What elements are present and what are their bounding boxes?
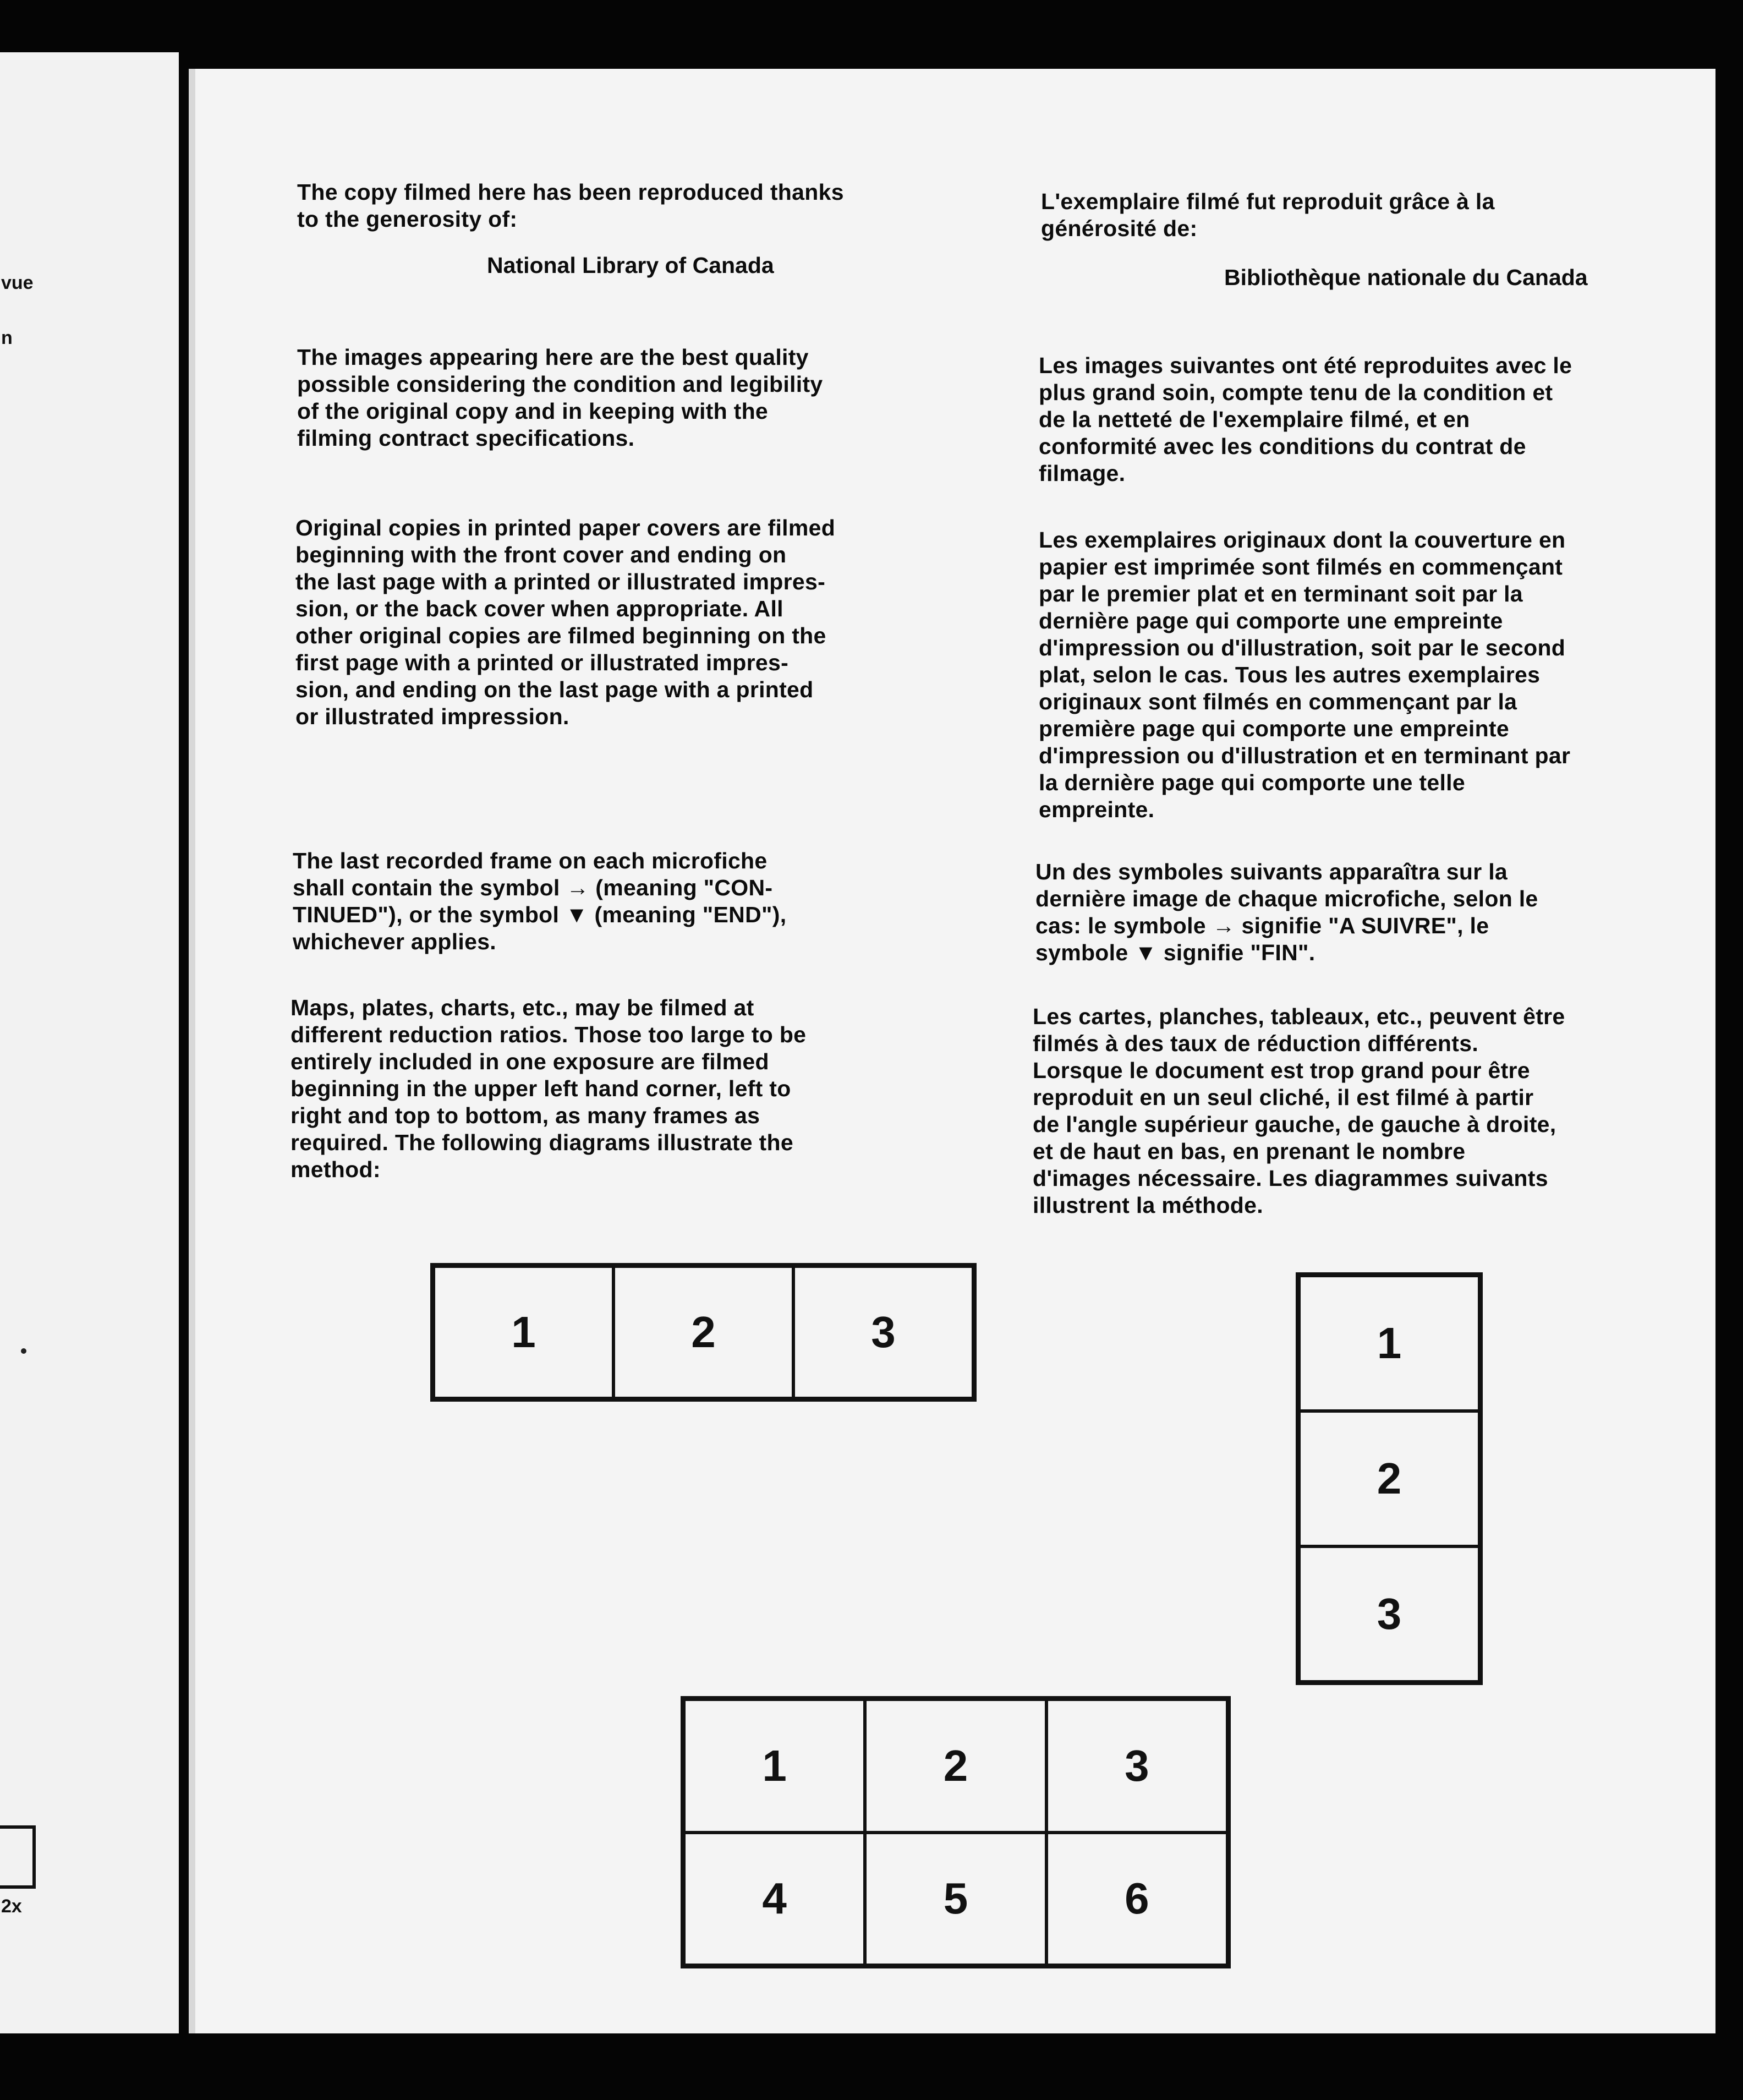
prev-page-mark [21, 1348, 26, 1354]
english-image-quality: The images appearing here are the best quality possible considering the condition and legibility of the original copy and in keeping with the filming contract specifications. [297, 344, 823, 451]
diagram-frame: 3 [1299, 1546, 1479, 1682]
diagram-frame: 6 [1046, 1833, 1227, 1966]
horizontal-frame-diagram [430, 1263, 977, 1402]
previous-page-fragment [0, 52, 179, 2033]
diagram-frame: 4 [684, 1833, 865, 1966]
french-original-copies: Les exemplaires originaux dont la couverture en papier est imprimée sont filmés en commençant par le premier plat et en terminant soit par la dernière page qui comporte une empreinte d'impression ou d'illustration, soit par le second plat, selon le cas. Tous les autres exemplaires originaux sont filmés en commençant par la première page qui comporte une empreinte d'impression ou d'illustration et en terminant par la dernière page qui comporte une telle empreinte. [1039, 527, 1571, 822]
prev-page-text-fragment: n [1, 327, 13, 348]
english-intro: The copy filmed here has been reproduced thanks to the generosity of: [297, 179, 844, 232]
diagram-frame: 2 [865, 1699, 1046, 1833]
french-maps-plates: Les cartes, planches, tableaux, etc., peuvent être filmés à des taux de réduction différents. Lorsque le document est trop grand pour être reproduit en un seul cliché, il est filmé à partir de l'angle supérieur gauche, de gauche à droite, et de haut en bas, en prenant le nombre d'images nécessaire. Les diagrammes suivants illustrent la méthode. [1033, 1004, 1565, 1218]
diagram-frame: 2 [1299, 1411, 1479, 1546]
diagram-frame: 2 [613, 1266, 793, 1398]
diagram-frame: 3 [793, 1266, 973, 1398]
diagram-frame: 1 [434, 1266, 613, 1398]
prev-page-box [0, 1825, 36, 1889]
english-maps-plates: Maps, plates, charts, etc., may be filmed at different reduction ratios. Those too large to be entirely included in one exposure are filmed beginning in the upper left hand corner, left to right and top to bottom, as many frames as required. The following diagrams illustrate the method: [290, 995, 807, 1182]
prev-page-text-fragment: 2x [1, 1896, 22, 1917]
grid-frame-diagram [681, 1696, 1231, 1968]
french-intro: L'exemplaire filmé fut reproduit grâce à la générosité de: [1041, 189, 1495, 241]
page-fold-edge [189, 69, 195, 2033]
prev-page-text-fragment: vue [1, 272, 34, 293]
english-library-name: National Library of Canada [487, 253, 774, 278]
diagram-frame: 1 [684, 1699, 865, 1833]
french-library-name: Bibliothèque nationale du Canada [1224, 265, 1588, 290]
french-symbols: Un des symboles suivants apparaîtra sur la dernière image de chaque microfiche, selon le cas: le symbole → signifie "A SUIVRE", le symbole ▼ signifie "FIN". [1035, 859, 1538, 965]
diagram-frame: 5 [865, 1833, 1046, 1966]
vertical-frame-diagram [1296, 1272, 1483, 1685]
diagram-frame: 3 [1046, 1699, 1227, 1833]
english-original-copies: Original copies in printed paper covers are filmed beginning with the front cover and ending on the last page with a printed or illustrated impres- sion, or the back cover when appropriate. All other original copies are filmed beginning on the first page with a printed or illustrated impres- sion, and ending on the last page with a printed or illustrated impression. [295, 515, 836, 729]
english-symbols: The last recorded frame on each microfiche shall contain the symbol → (meaning "CON- TINUED"), or the symbol ▼ (meaning "END"), whichever applies. [293, 848, 787, 954]
french-image-quality: Les images suivantes ont été reproduites avec le plus grand soin, compte tenu de la condition et de la netteté de l'exemplaire filmé, et en conformité avec les conditions du contrat de filmage. [1039, 353, 1572, 486]
diagram-frame: 1 [1299, 1276, 1479, 1411]
